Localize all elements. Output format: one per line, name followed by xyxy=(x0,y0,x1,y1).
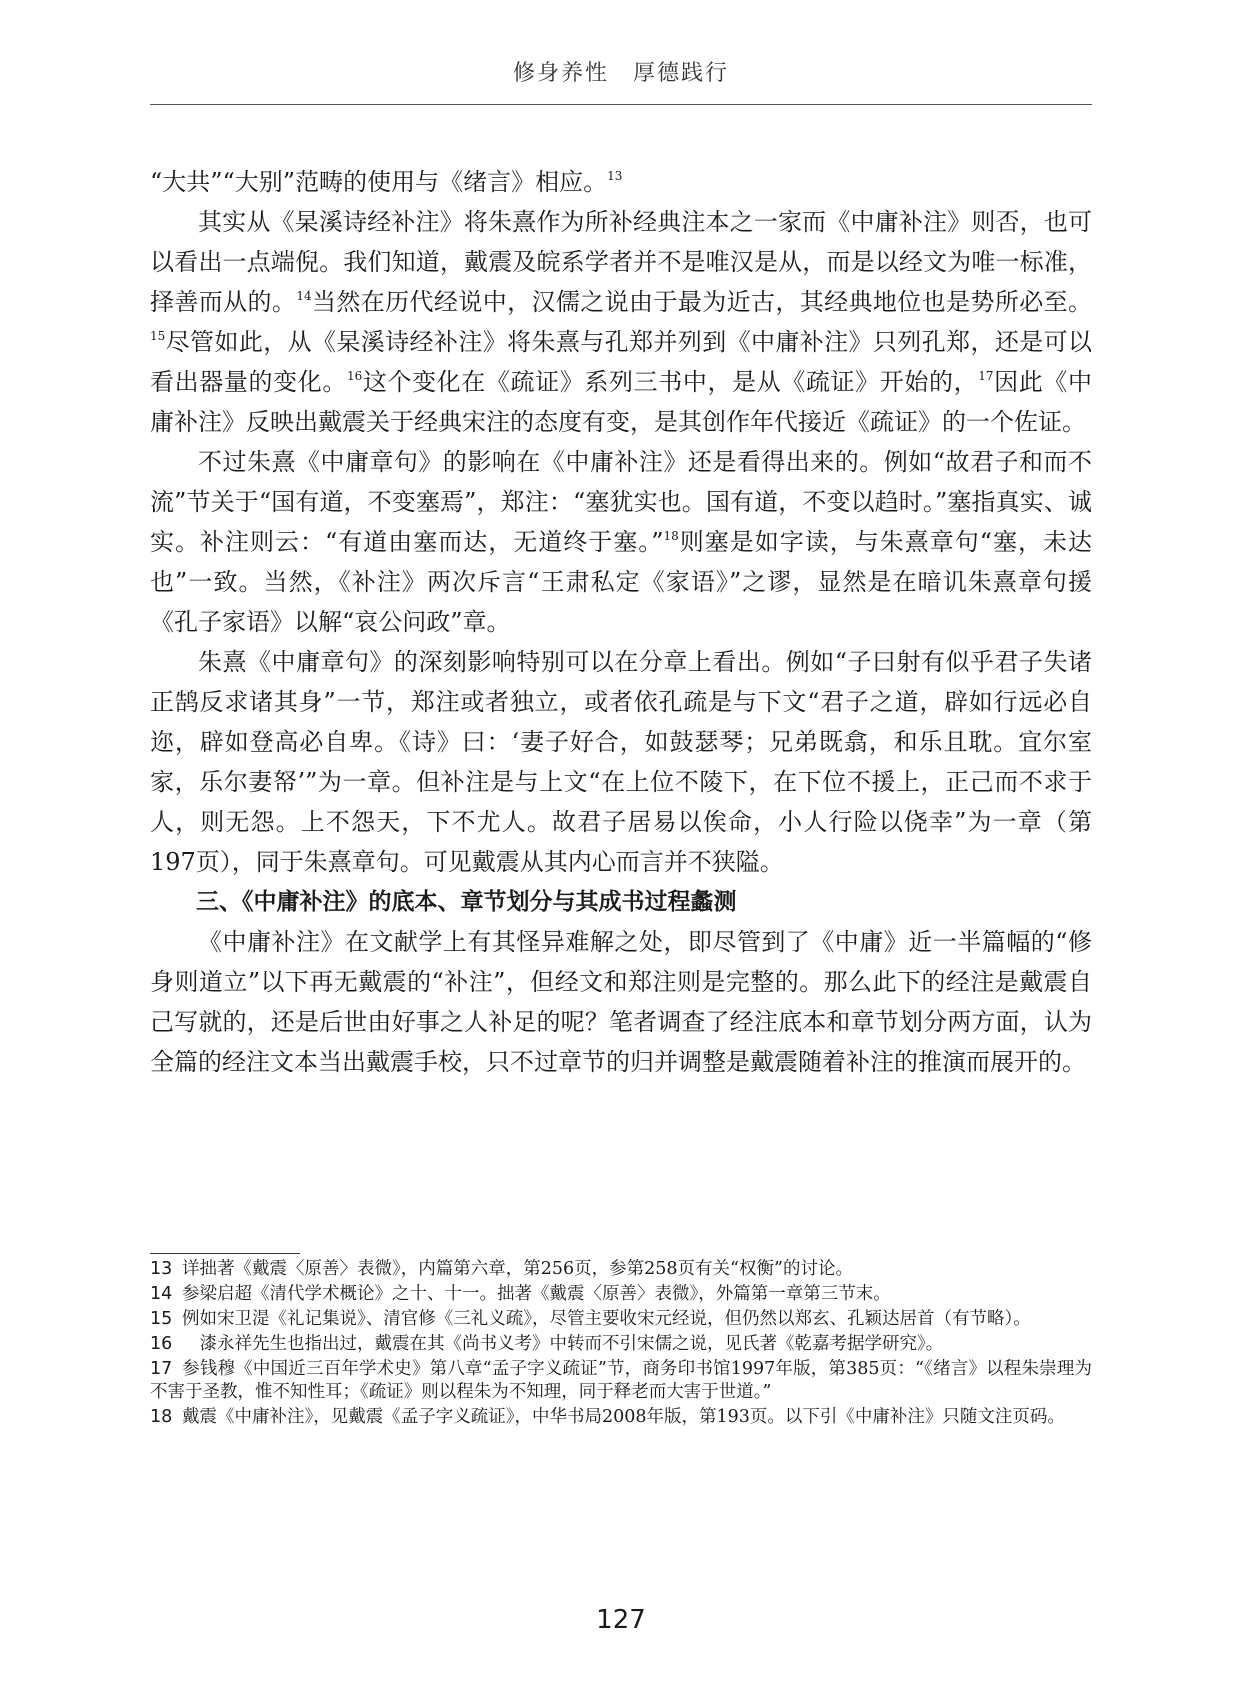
footnote-number: 14 xyxy=(150,1284,173,1304)
paragraph-text: “大共”“大别”范畴的使用与《绪言》相应。 xyxy=(150,168,608,196)
footnote-ref: 15 xyxy=(150,329,166,343)
footnote-text: 参梁启超《清代学术概论》之十、十一。拙著《戴震〈原善〉表微》，外篇第一章第三节末。 xyxy=(182,1284,891,1304)
footnote-text: 例如宋卫湜《礼记集说》、清官修《三礼义疏》，尽管主要收宋元经说，但仍然以郑玄、孔颖达居首（有节略）。 xyxy=(182,1309,1031,1329)
footnote-ref: 13 xyxy=(607,169,623,183)
footnote-divider xyxy=(150,1253,300,1254)
footnote xyxy=(150,1358,1092,1404)
footnote-text: 详拙著《戴震〈原善〉表微》，内篇第六章，第256页，参第258页有关“权衡”的讨论。 xyxy=(182,1259,853,1279)
text-run: 当然在历代经说中，汉儒之说由于最为近古，其经典地位也是势所必至。 xyxy=(311,288,1093,316)
text-run: 因此《中庸补注》反映出戴震关于经典宋注的态度有变，是其创作年代接近《疏证》的一个佐证。 xyxy=(150,368,1093,436)
paragraph xyxy=(150,202,1092,442)
footnote xyxy=(150,1308,1092,1331)
footnote-number: 18 xyxy=(150,1407,173,1427)
footnote-text: 漆永祥先生也指出过，戴震在其《尚书义考》中转而不引宋儒之说，见氏著《乾嘉考据学研究》。 xyxy=(182,1334,944,1354)
text-run: 则塞是如字读，与朱熹章句“塞，未达也”一致。当然，《补注》两次斥言“王肃私定《家语》”之谬，显然是在暗讥朱熹章句援《孔子家语》以解“哀公问政”章。 xyxy=(150,528,1092,636)
footnote xyxy=(150,1283,1092,1306)
footnote xyxy=(150,1333,1092,1356)
footnote xyxy=(150,1406,1092,1429)
footnote-text: 戴震《中庸补注》，见戴震《孟子字义疏证》，中华书局2008年版，第193页。以下引《中庸补注》只随文注页码。 xyxy=(182,1407,1065,1427)
footnote-number: 16 xyxy=(150,1334,173,1354)
footnote xyxy=(150,1258,1092,1281)
footnote-ref: 16 xyxy=(346,369,363,383)
footnote-number: 13 xyxy=(150,1259,173,1279)
page-number: 127 xyxy=(596,1605,646,1635)
text-run: 这个变化在《疏证》系列三书中，是从《疏证》开始的， xyxy=(362,368,979,396)
paragraph-continuation xyxy=(150,162,1092,202)
paragraph xyxy=(150,922,1092,1082)
footnote-number: 15 xyxy=(150,1309,173,1329)
footnote-number: 17 xyxy=(150,1359,173,1379)
text-run: 其实从《杲溪诗经补注》将朱熹作为所补经典注本之一家而《中庸补注》则否，也可以看出一点端倪。我们知道，戴震及皖系学者并不是唯汉是从，而是以经文为唯一标准，择善而从的。 xyxy=(150,208,1092,316)
text-run: 《中庸补注》在文献学上有其怪异难解之处，即尽管到了《中庸》近一半篇幅的“修身则道立”以下再无戴震的“补注”，但经文和郑注则是完整的。那么此下的经注是戴震自己写就的，还是后世由好事之人补足的呢？笔者调查了经注底本和章节划分两方面，认为全篇的经注文本当出戴震手校，只不过章节的归并调整是戴震随着补注的推演而展开的。 xyxy=(150,928,1092,1076)
footnote-ref: 17 xyxy=(978,369,994,383)
footnotes xyxy=(150,1258,1092,1431)
footnote-text: 参钱穆《中国近三百年学术史》第八章“孟子字义疏证”节，商务印书馆1997年版，第385页：“《绪言》以程朱崇理为不害于圣教，惟不知性耳；《疏证》则以程朱为不知理，同于释老而大害于世道。” xyxy=(150,1359,1092,1402)
main-text xyxy=(150,162,1092,1082)
text-run: 尽管如此，从《杲溪诗经补注》将朱熹与孔郑并列到《中庸补注》只列孔郑，还是可以看出器量的变化。 xyxy=(150,328,1092,396)
header-divider xyxy=(150,104,1092,105)
text-run: 不过朱熹《中庸章句》的影响在《中庸补注》还是看得出来的。例如“故君子和而不流”节关于“国有道，不变塞焉”，郑注：“塞犹实也。国有道，不变以趋时。”塞指真实、诚实。补注则云：“有道由塞而达，无道终于塞。” xyxy=(150,448,1092,556)
running-header: 修身养性 厚德践行 xyxy=(512,61,729,86)
text-run: 朱熹《中庸章句》的深刻影响特别可以在分章上看出。例如“子曰射有似乎君子失诸正鹄反求诸其身”一节，郑注或者独立，或者依孔疏是与下文“君子之道，辟如行远必自迩，辟如登高必自卑。《诗》曰：‘妻子好合，如鼓瑟琴；兄弟既翕，和乐且耽。宜尔室家，乐尔妻帑’”为一章。但补注是与上文“在上位不陵下，在下位不援上，正己而不求于人，则无怨。上不怨天，下不尤人。故君子居易以俟命，小人行险以侥幸”为一章（第197页），同于朱熹章句。可见戴震从其内心而言并不狭隘。 xyxy=(150,648,1092,876)
footnote-ref: 18 xyxy=(663,529,679,543)
paragraph xyxy=(150,442,1092,642)
section-heading: 三、《中庸补注》的底本、章节划分与其成书过程蠡测 xyxy=(196,889,737,915)
footnote-ref: 14 xyxy=(296,289,312,303)
paragraph xyxy=(150,642,1092,882)
